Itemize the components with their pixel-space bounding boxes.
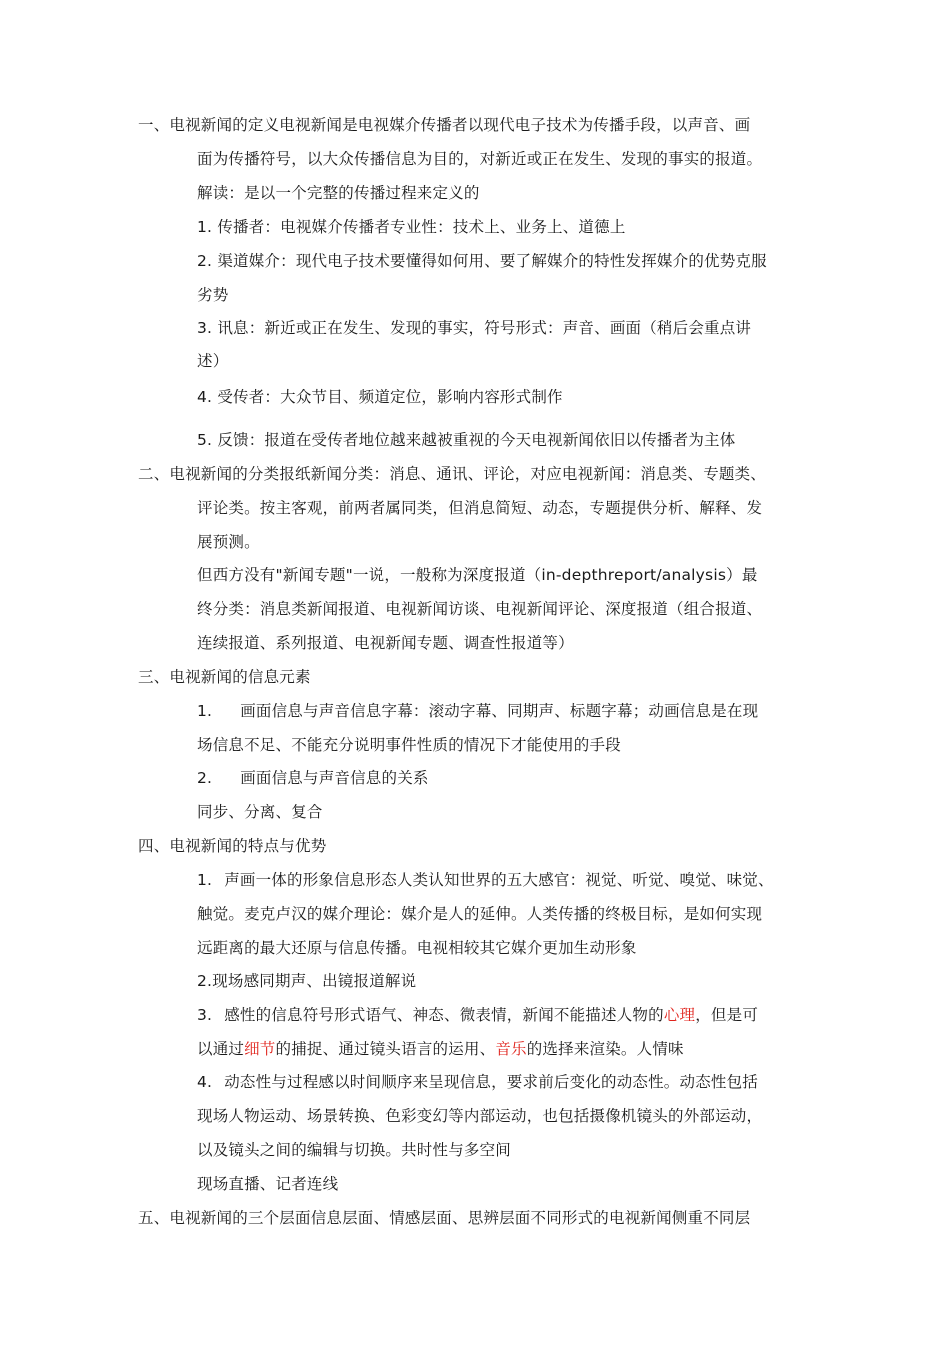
- section-4-point-3: [197, 1005, 758, 1025]
- section-4-point-3-text-b: ，但是可: [695, 1006, 759, 1024]
- section-1-point-1: 1. 传播者：电视媒介传播者专业性：技术上、业务上、道德上: [197, 218, 626, 236]
- section-1-point-2: 2. 渠道媒介：现代电子技术要懂得如何用、要了解媒介的特性发挥媒介的优势克服: [197, 252, 767, 270]
- highlight-music: 音乐: [495, 1040, 527, 1058]
- section-2-west-2: 终分类：消息类新闻报道、电视新闻访谈、电视新闻评论、深度报道（组合报道、: [197, 600, 763, 618]
- section-3-heading: 三、电视新闻的信息元素: [138, 668, 311, 686]
- section-4-point-4: [197, 1072, 758, 1092]
- section-4-point-4-cont-2: 以及镜头之间的编辑与切换。共时性与多空间: [197, 1141, 512, 1159]
- section-4-point-3-number: 3.: [197, 1006, 213, 1024]
- section-1-interpretation: 解读：是以一个完整的传播过程来定义的: [197, 184, 480, 202]
- section-4-point-3-cont: [197, 1039, 684, 1059]
- section-4-point-4-cont-3: 现场直播、记者连线: [197, 1175, 339, 1193]
- section-2-west-1: 但西方没有"新闻专题"一说，一般称为深度报道（in-depthreport/analysis）最: [197, 566, 758, 584]
- section-4-point-3-text-d: 的捕捉、通过镜头语言的运用、: [275, 1040, 496, 1058]
- section-4-point-3-text-e: 的选择来渲染。人情味: [526, 1040, 684, 1058]
- section-2-continuation-1: 评论类。按主客观，前两者属同类，但消息简短、动态，专题提供分析、解释、发: [197, 499, 763, 517]
- section-4-point-1-number: 1.: [197, 871, 213, 889]
- section-4-point-4-number: 4.: [197, 1073, 213, 1091]
- section-4-point-1-cont-2: 远距离的最大还原与信息传播。电视相较其它媒介更加生动形象: [197, 939, 637, 957]
- section-3-point-1-text: 画面信息与声音信息字幕：滚动字幕、同期声、标题字幕；动画信息是在现: [240, 702, 759, 720]
- section-1-heading: 一、电视新闻的定义电视新闻是电视媒介传播者以现代电子技术为传播手段，以声音、画: [138, 116, 751, 134]
- section-1-continuation: 面为传播符号，以大众传播信息为目的，对新近或正在发生、发现的事实的报道。: [197, 150, 763, 168]
- section-4-point-4-cont-1: 现场人物运动、场景转换、色彩变幻等内部运动，也包括摄像机镜头的外部运动，: [197, 1107, 763, 1125]
- highlight-psychology: 心理: [663, 1006, 696, 1024]
- section-2-heading: 二、电视新闻的分类报纸新闻分类：消息、通讯、评论，对应电视新闻：消息类、专题类、: [138, 465, 767, 483]
- section-3-point-2-text: 画面信息与声音信息的关系: [240, 769, 429, 787]
- section-4-point-1-text: 声画一体的形象信息形态人类认知世界的五大感官：视觉、听觉、嗅觉、味觉、: [224, 871, 774, 889]
- section-3-point-1-cont: 场信息不足、不能充分说明事件性质的情况下才能使用的手段: [197, 736, 621, 754]
- section-1-point-3-cont: 述）: [197, 352, 229, 370]
- section-1-point-2-cont: 劣势: [197, 286, 229, 304]
- section-4-point-3-text-c: 以通过: [197, 1040, 245, 1058]
- section-1-point-5: 5. 反馈：报道在受传者地位越来越被重视的今天电视新闻依旧以传播者为主体: [197, 431, 736, 449]
- section-2-west-3: 连续报道、系列报道、电视新闻专题、调查性报道等）: [197, 634, 574, 652]
- section-2-continuation-2: 展预测。: [197, 533, 260, 551]
- highlight-detail: 细节: [244, 1040, 276, 1058]
- section-1-point-4: 4. 受传者：大众节目、频道定位，影响内容形式制作: [197, 388, 563, 406]
- section-1-point-3: 3. 讯息：新近或正在发生、发现的事实，符号形式：声音、画面（稍后会重点讲: [197, 319, 752, 337]
- section-3-point-2: [197, 768, 429, 788]
- section-3-point-2-cont: 同步、分离、复合: [197, 803, 323, 821]
- section-4-point-1: [197, 870, 774, 890]
- section-4-point-3-text-a: 感性的信息符号形式语气、神态、微表情，新闻不能描述人物的: [224, 1006, 664, 1024]
- section-4-heading: 四、电视新闻的特点与优势: [138, 837, 327, 855]
- section-4-point-2: 2.现场感同期声、出镜报道解说: [197, 972, 417, 990]
- section-4-point-1-cont-1: 触觉。麦克卢汉的媒介理论：媒介是人的延伸。人类传播的终极目标，是如何实现: [197, 905, 763, 923]
- section-4-point-4-text: 动态性与过程感以时间顺序来呈现信息，要求前后变化的动态性。动态性包括: [224, 1073, 759, 1091]
- section-3-point-2-number: 2.: [197, 769, 213, 787]
- section-3-point-1: [197, 701, 758, 721]
- section-5-heading: 五、电视新闻的三个层面信息层面、情感层面、思辨层面不同形式的电视新闻侧重不同层: [138, 1209, 751, 1227]
- section-3-point-1-number: 1.: [197, 702, 213, 720]
